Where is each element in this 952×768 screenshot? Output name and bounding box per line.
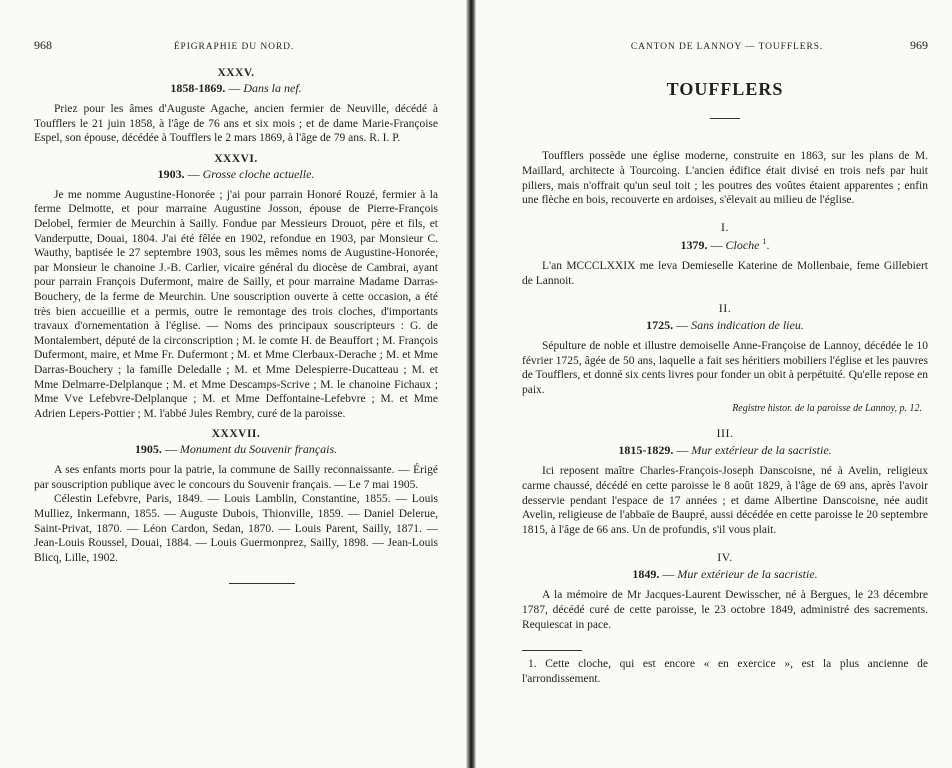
section-date: 1903. bbox=[157, 166, 185, 181]
section-number: XXXVI. bbox=[214, 152, 258, 165]
section-heading: 1905. — Monument du Souvenir français. bbox=[134, 442, 338, 457]
section-location: Mur extérieur de la sacristie. bbox=[691, 442, 832, 457]
section-i bbox=[522, 220, 928, 289]
footnote: 1. Cette cloche, qui est encore « en exercice », est la plus ancienne de l'arrondissement. bbox=[522, 658, 928, 686]
section-date: 1725. bbox=[646, 317, 674, 332]
page-title: TOUFFLERS bbox=[666, 79, 784, 99]
section-heading: 1379. — Cloche $^1$. bbox=[680, 237, 770, 253]
section-heading: 1725. — Sans indication de lieu. bbox=[646, 317, 804, 332]
section-xxxvii bbox=[34, 428, 438, 565]
section-date: 1379. bbox=[680, 238, 708, 253]
section-heading: 1815-1829. — Mur extérieur de la sacristie. bbox=[618, 442, 832, 457]
section-xxxvi bbox=[34, 153, 438, 422]
names-list: Célestin Lefebvre, Paris, 1849. — Louis Lamblin, Constantine, 1855. — Louis Mulliez, Inkermann, 1855. — Auguste Dubois, Thionville, 1859. — Daniel Delerue, Saint-Privat, 1870. — Léon Cardon, Sedan, 1870. — Louis Parent, Sailly, 1871. — Jean-Louis Roussel, Douai, 1884. — Louis Guermonprez, Sailly, 1898. — Jean-Louis Blicq, Lille, 1902. bbox=[34, 493, 438, 564]
section-text: Ici reposent maître Charles-François-Joseph Danscoisne, né à Avelin, religieux carme chaussé, décédé en cette paroisse le 8 août 1829, à l'âge de 69 ans, après l'avoir desservie pendant l'espace de 17 années ; et dame Albertine Danscoisne, née audit Avelin, religieuse de l'abbaïe de Baupré, aussi décédée en cette paroisse le 20 septembre 1815, à l'âge de 66 ans. Un de profundis, s'il vous plait. bbox=[522, 464, 928, 537]
intro-paragraph: Toufflers possède une église moderne, construite en 1863, sur les plans de M. Maillard, architecte à Tourcoing. L'ancien édifice était divisé en trois nefs par huit piliers, mais n'offrait qu'un seul toit ; les poutres des voûtes étaient apparentes ; enfin une flèche en bois, recouverte en ardoises, s'élevait au milieu de l'église. bbox=[522, 150, 928, 207]
section-location: Mur extérieur de la sacristie. bbox=[677, 566, 818, 581]
section-number: IV. bbox=[717, 549, 733, 564]
section-location: Cloche bbox=[725, 238, 760, 253]
right-running-head bbox=[522, 38, 928, 53]
right-page-number: 969 bbox=[910, 38, 928, 52]
section-heading: 1849. — Mur extérieur de la sacristie. bbox=[632, 566, 818, 581]
section-date: 1858-1869. bbox=[170, 81, 226, 95]
section-date: 1849. bbox=[632, 566, 660, 581]
section-location: Grosse cloche actuelle. bbox=[202, 166, 315, 181]
title-rule bbox=[710, 118, 740, 119]
section-date: 1905. bbox=[134, 442, 162, 457]
section-text: A ses enfants morts pour la patrie, la commune de Sailly reconnaissante. — Érigé par souscription publique avec le concours du Souvenir français. — Le 7 mai 1905. bbox=[34, 464, 438, 491]
right-running-title: CANTON DE LANNOY — TOUFFLERS. bbox=[630, 42, 824, 52]
left-running-head bbox=[34, 38, 438, 53]
section-text: Priez pour les âmes d'Auguste Agache, ancien fermier de Neuville, décédé à Toufflers le 21 juin 1858, à l'âge de 76 ans et six mois ; et de dame Marie-Françoise Espel, son épouse, décédée à Toufflers le 2 mars 1869, à l'âge de 79 ans. R. I. P. bbox=[34, 103, 438, 145]
section-number: XXXV. bbox=[217, 67, 255, 79]
section-number: II. bbox=[718, 300, 732, 315]
section-date: 1815-1829. bbox=[618, 442, 674, 457]
right-page bbox=[476, 0, 952, 768]
section-text: A la mémoire de Mr Jacques-Laurent Dewisscher, né à Bergues, le 23 décembre 1787, décédé curé de cette paroisse, le 23 octobre 1849, administré des sacrements. Requiescat in pace. bbox=[522, 588, 928, 631]
section-number: III. bbox=[716, 425, 734, 440]
section-ii bbox=[522, 301, 928, 414]
section-xxxv bbox=[34, 67, 438, 146]
book-gutter bbox=[466, 0, 476, 768]
section-text: Je me nomme Augustine-Honorée ; j'ai pour parrain Honoré Rouzé, fermier à la ferme Delmotte, et pour marraine Augustine Josson, épouse de Pierre-François Delobel, fermier de Meurchin à Sailly. Fondue par Messieurs Drouot, père et fils, et Vanderputte, Douai, 1804. J'ai été fêlée en 1902, refondue en 1903, par Monsieur C. Wauthy, baptisée le 27 septembre 1903, sous les mêmes noms de Augustine-Honorée, par Monsieur le chanoine J.-B. Carlier, vicaire général du diocèse de Cambrai, ayant pour parrain François Dufermont, maire de Sailly, et pour marraine Madame Darras-Bouchery, de la ferme de Meurchin. Une souscription ouverte à cette occasion, a été très bien accueillie et a permis, outre le remontage des trois cloches, d'importants travaux d'ornementation à l'église. — Noms des principaux souscripteurs : G. de Montalembert, député de la circonscription ; M. le comte H. de Beauffort ; M. François Dufermont, maire, et Mme Fr. Dufermont ; M. et Mme Clerbaux-Derache ; M. et Mme Darras-Bouchery ; la famille Deledalle ; M. et Mme Delespierre-Ducatteau ; M. et Mme Delmarre-Delplanque ; M. et Mme Descamps-Scrive ; M. le chanoine Fichaux ; Mme Vve Lefebvre-Delplanque ; M. et Mme Deffontaine-Lefebvre ; M. et Mme Adrien Lepers-Pottier ; M. l'abbé Jules Rembry, curé de la paroisse. bbox=[34, 188, 438, 420]
section-heading: 1858-1869. — Dans la nef. bbox=[170, 81, 302, 95]
section-location: Sans indication de lieu. bbox=[691, 317, 804, 332]
section-location: Dans la nef. bbox=[243, 81, 302, 95]
left-page bbox=[0, 0, 468, 768]
section-location: Monument du Souvenir français. bbox=[179, 442, 338, 457]
source-citation: Registre histor. de la paroisse de Lannoy, p. 12. bbox=[732, 402, 922, 414]
section-number: I. bbox=[721, 220, 729, 235]
end-rule bbox=[229, 583, 295, 584]
left-page-number: 968 bbox=[34, 38, 52, 52]
section-number: XXXVII. bbox=[211, 428, 261, 441]
section-text: L'an MCCCLXXIX me leva Demieselle Katerine de Mollenbaie, feme Gillebiert de Lannoit. bbox=[522, 260, 928, 287]
footnote-ref[interactable]: 1 bbox=[762, 237, 767, 247]
left-running-title: ÉPIGRAPHIE DU NORD. bbox=[173, 42, 295, 52]
section-heading: 1903. — Grosse cloche actuelle. bbox=[157, 166, 315, 181]
section-text: Sépulture de noble et illustre demoiselle Anne-Françoise de Lannoy, décédée le 10 février 1725, âgée de 50 ans, laquelle a fait ses héritiers mobiliers l'église et les pauvres de Toufflers, et donné six cents livres pour fonder un obit à perpétuité. Qu'elle repose en paix. bbox=[522, 339, 928, 397]
section-iii bbox=[522, 426, 928, 538]
footnote-rule bbox=[522, 650, 582, 651]
section-iv bbox=[522, 550, 928, 632]
